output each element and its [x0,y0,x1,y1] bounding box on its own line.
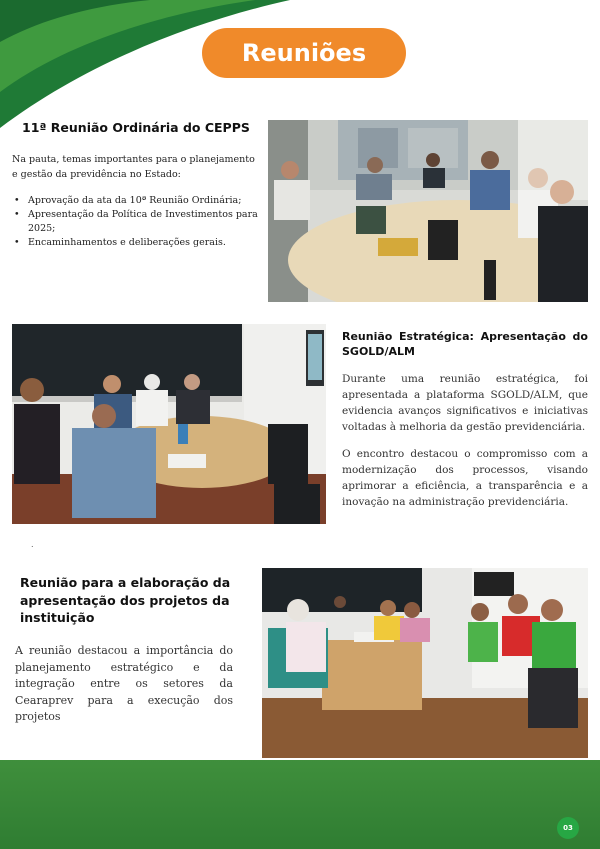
footer-band [0,760,600,849]
list-item: • Aprovação da ata da 10ª Reunião Ordinária; [14,195,242,206]
section2-paragraph-2: O encontro destacou o compromisso com a modernização dos processos, visando aprimorar a eficiência, a transparência e a inovação na administração previdenciária. [342,448,588,508]
bullet-icon: • [14,195,20,206]
meeting-photo-cepps [268,120,588,302]
list-item: • Encaminhamentos e deliberações gerais. [14,236,226,248]
meeting-photo-projects [262,568,588,758]
page-number-badge: 03 [557,817,579,839]
section1-intro: Na pauta, temas importantes para o planejamento e gestão da previdência no Estado: [12,154,255,180]
bullet-icon: • [14,236,20,248]
section1-agenda-list [12,194,262,250]
section1-title: 11ª Reunião Ordinária do CEPPS [22,120,250,135]
section3-paragraph: A reunião destacou a importância do planejamento estratégico e da integração entre os setores da Cearaprev para a execução dos projetos [15,644,233,723]
section2-paragraph-1: Durante uma reunião estratégica, foi apresentada a plataforma SGOLD/ALM, que evidencia avanços significativos e iniciativas voltadas à melhoria da gestão previdenciária. [342,373,588,433]
page-title: Reuniões [202,28,406,78]
meeting-photo-sgold [12,324,326,524]
stray-dot: . [31,540,34,549]
list-item: • Apresentação da Política de Investimentos para 2025; [14,209,258,234]
bullet-icon: • [14,209,20,220]
section2-title: Reunião Estratégica: Apresentação do SGOLD/ALM [342,330,588,358]
section3-title: Reunião para a elaboração da apresentação dos projetos da instituição [20,575,231,625]
